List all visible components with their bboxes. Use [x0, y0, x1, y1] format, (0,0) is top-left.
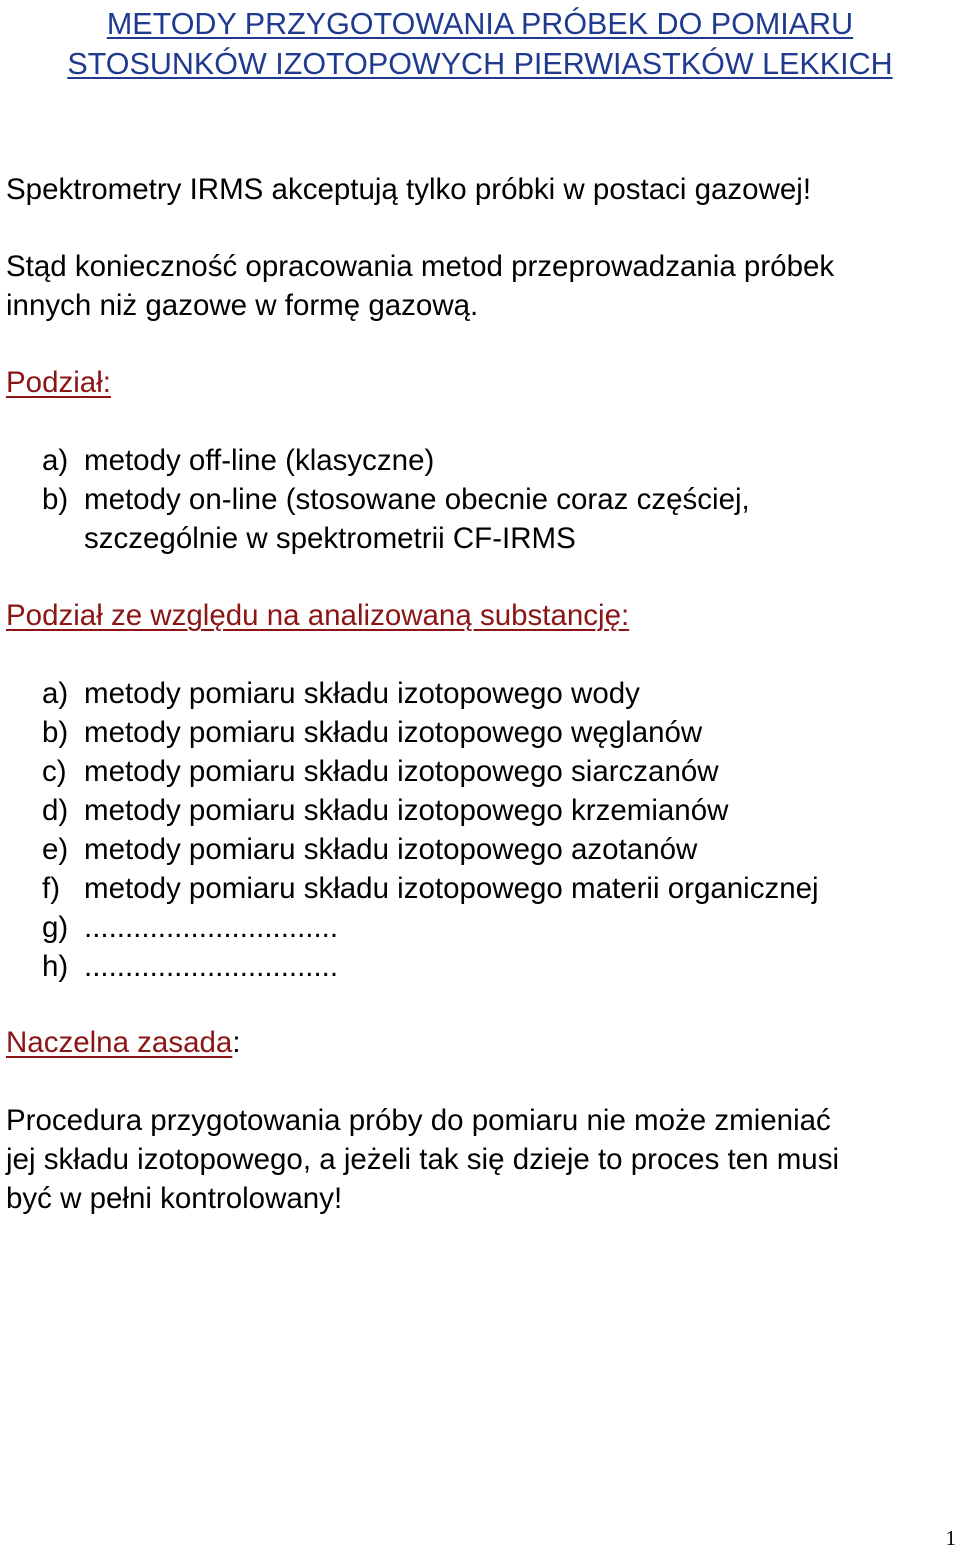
- principle-text-line-2: jej składu izotopowego, a jeżeli tak się dzieje to proces ten musi: [6, 1143, 840, 1176]
- list-item: [42, 674, 819, 713]
- principle-heading-text: Naczelna zasada: [6, 1026, 233, 1059]
- list-item-marker: b): [42, 716, 69, 749]
- list-item: [42, 791, 819, 830]
- list-item-text: ...............................: [84, 911, 339, 944]
- list-item: [42, 713, 819, 752]
- list-item: [42, 908, 819, 947]
- list-item-text: metody pomiaru składu izotopowego siarczanów: [84, 755, 719, 788]
- principle-heading-colon: :: [232, 1026, 241, 1059]
- list-item-text: metody off-line (klasyczne): [84, 444, 435, 477]
- list-item: [42, 752, 819, 791]
- list-item-marker: a): [42, 444, 69, 477]
- list-item-marker: c): [42, 755, 67, 788]
- list-item: [42, 869, 819, 908]
- page-title-line-2: STOSUNKÓW IZOTOPOWYCH PIERWIASTKÓW LEKKICH: [67, 47, 893, 81]
- principle-heading: [6, 1023, 241, 1062]
- list-item-text: metody pomiaru składu izotopowego azotanów: [84, 833, 698, 866]
- list-item: [42, 947, 819, 986]
- list-item: [42, 480, 750, 558]
- list-item-marker: g): [42, 911, 69, 944]
- intro-paragraph-2-line-1: Stąd konieczność opracowania metod przeprowadzania próbek: [6, 250, 835, 283]
- page-title: [0, 4, 960, 84]
- list-item-text: metody pomiaru składu izotopowego węglanów: [84, 716, 703, 749]
- list-item-text: ...............................: [84, 950, 339, 983]
- division-list: [42, 441, 750, 558]
- list-item-marker: d): [42, 794, 69, 827]
- page-title-line-1: METODY PRZYGOTOWANIA PRÓBEK DO POMIARU: [106, 7, 854, 41]
- list-item-text: metody pomiaru składu izotopowego wody: [84, 677, 640, 710]
- list-item: [42, 830, 819, 869]
- intro-paragraph-2-line-2: innych niż gazowe w formę gazową.: [6, 289, 479, 322]
- list-item-marker: a): [42, 677, 69, 710]
- list-item-marker: h): [42, 950, 69, 983]
- list-item-marker: b): [42, 483, 69, 516]
- page-number: 1: [945, 1526, 956, 1550]
- list-item-marker: e): [42, 833, 69, 866]
- list-item-marker: f): [42, 872, 61, 905]
- list-item-text: metody pomiaru składu izotopowego materii organicznej: [84, 872, 819, 905]
- division-heading: [6, 363, 111, 402]
- substance-method-list: [42, 674, 819, 986]
- list-item-text: metody on-line (stosowane obecnie coraz częściej, szczególnie w spektrometrii CF-IRMS: [84, 483, 750, 555]
- substance-division-heading: [6, 596, 629, 635]
- substance-division-heading-text: Podział ze względu na analizowaną substancję:: [6, 599, 630, 632]
- list-item-text: metody pomiaru składu izotopowego krzemianów: [84, 794, 729, 827]
- list-item: [42, 441, 750, 480]
- division-heading-text: Podział:: [6, 366, 111, 399]
- intro-paragraph-1: Spektrometry IRMS akceptują tylko próbki w postaci gazowej!: [6, 173, 812, 206]
- principle-text-line-3: być w pełni kontrolowany!: [6, 1182, 343, 1215]
- principle-text-line-1: Procedura przygotowania próby do pomiaru nie może zmieniać: [6, 1104, 831, 1137]
